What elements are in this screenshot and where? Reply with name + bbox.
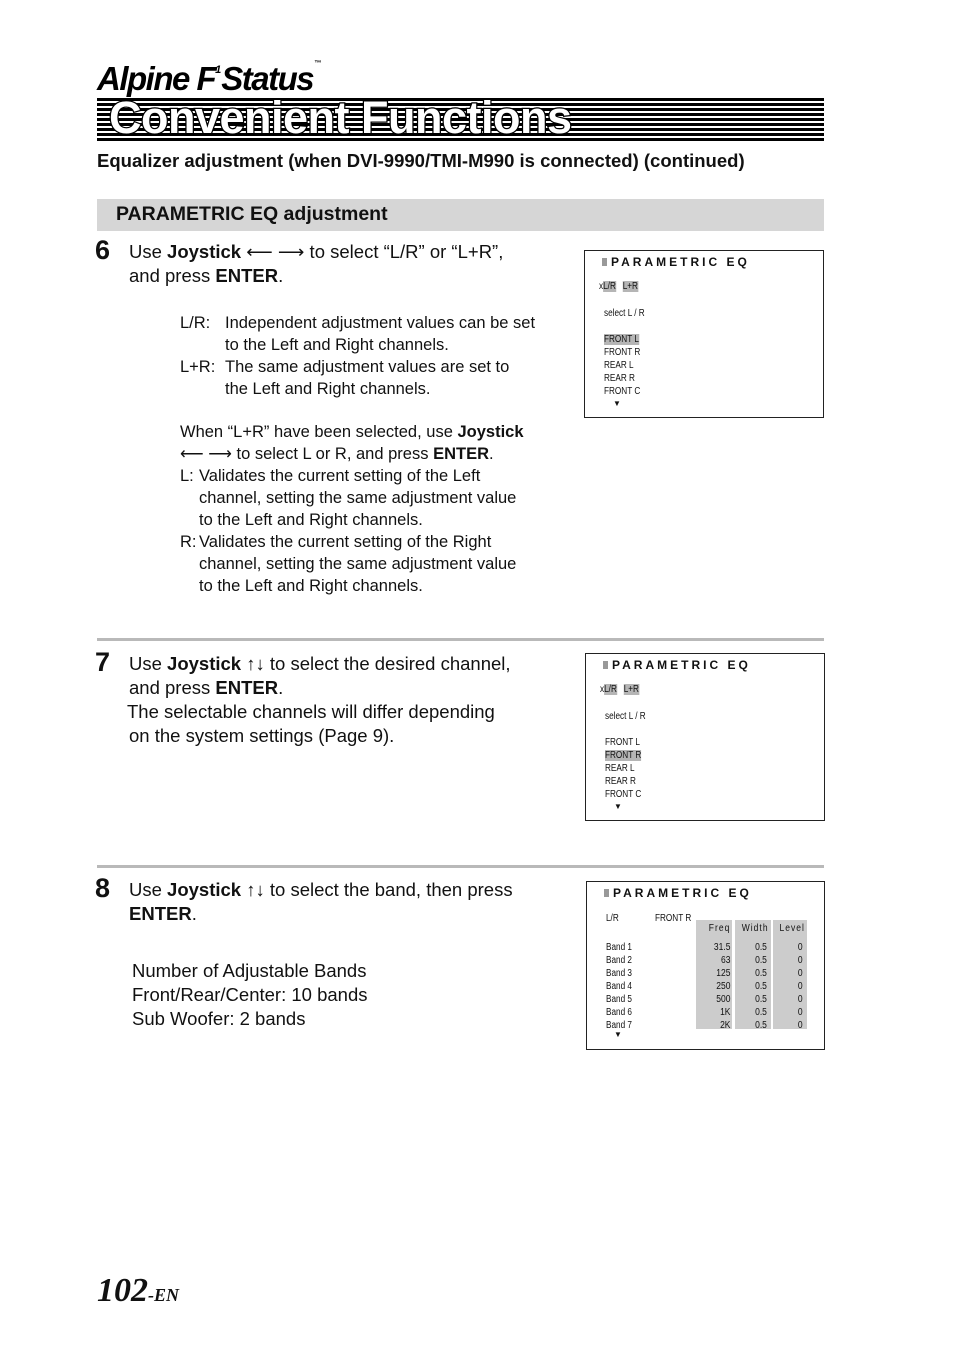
lcd-screen-channel-select: [585, 653, 825, 821]
more-down-icon: ▼: [614, 802, 622, 811]
level-values: 0 0 0 0 0 0 0: [798, 942, 803, 1031]
band-label: Band 1: [606, 942, 632, 953]
step6-notes: L/R: Independent adjustment values can be set to the Left and Right channels. L+R: The same adjustment values are set to the Left and Right channels.: [180, 314, 536, 398]
lcd-screen-band-table: [586, 881, 825, 1050]
left-right-arrows-icon: ⟵ ⟶: [246, 241, 305, 262]
channel-item: FRONT L: [605, 737, 640, 748]
page-title: Convenient Functions: [109, 92, 572, 143]
band-count-info: Number of Adjustable Bands Front/Rear/Center: 10 bands Sub Woofer: 2 bands: [132, 960, 368, 1029]
select-lr-label: select L / R: [604, 308, 645, 319]
band-label: Band 6: [606, 1007, 632, 1018]
channel-list: [605, 736, 641, 801]
square-icon: [604, 889, 609, 897]
up-down-arrows-icon: ↑↓: [246, 879, 265, 900]
lr-mode-label: L/R: [606, 913, 619, 924]
lr-toggle: xL/R L+R: [600, 684, 639, 695]
up-down-arrows-icon: ↑↓: [246, 653, 265, 674]
band-label: Band 2: [606, 955, 632, 966]
divider: [97, 865, 824, 868]
band-label: Band 7: [606, 1020, 632, 1031]
step-number-8: 8: [95, 873, 111, 903]
channel-item: REAR L: [604, 360, 634, 371]
band-label: Band 4: [606, 981, 632, 992]
channel-item: FRONT C: [604, 386, 641, 397]
page-title-band: [97, 92, 824, 143]
square-icon: [602, 258, 607, 266]
square-icon: [603, 661, 608, 669]
section-bar: [97, 199, 824, 231]
screen-header: PARAMETRIC EQ: [602, 255, 750, 269]
band-list: [606, 941, 632, 1032]
lr-toggle: xL/R L+R: [599, 281, 638, 292]
more-down-icon: ▼: [614, 1030, 622, 1039]
channel-item: REAR L: [605, 763, 635, 774]
band-label: Band 3: [606, 968, 632, 979]
section-title: PARAMETRIC EQ adjustment: [116, 203, 388, 225]
subtitle: Equalizer adjustment (when DVI-9990/TMI-M990 is connected) (continued): [97, 150, 745, 171]
step7-instruction: Use Joystick ↑↓ to select the desired channel, and press ENTER. The selectable channels will differ depending on the system settings (Page 9).: [127, 653, 511, 746]
channel-item: FRONT R: [605, 750, 642, 761]
select-lr-label: select L / R: [605, 711, 646, 722]
level-column: Level 0 0 0 0 0 0 0: [773, 920, 807, 1029]
width-column: Width 0.5 0.5 0.5 0.5 0.5 0.5 0.5: [735, 920, 771, 1029]
channel-list: [604, 333, 640, 398]
brand-logo: Alpine $F^1Status™$: [97, 60, 322, 97]
step6-lr-notes: When “L+R” have been selected, use Joystick ⟵ ⟶ to select L or R, and press ENTER. L: Validates the current setting of the Left channel, setting the same adjustment value to the Left and Right channels. R: Validates the current setting of the Right channel, setting the same adjustment value to the Left and Right channels.: [180, 423, 524, 595]
freq-values: 31.5 63 125 250 500 1K 2K: [713, 942, 730, 1031]
step-number-6: 6: [95, 235, 111, 265]
more-down-icon: ▼: [613, 399, 621, 408]
width-values: 0.5 0.5 0.5 0.5 0.5 0.5 0.5: [755, 942, 767, 1031]
step-number-7: 7: [95, 647, 111, 677]
divider: [97, 638, 824, 641]
channel-item: REAR R: [604, 373, 635, 384]
channel-item: REAR R: [605, 776, 636, 787]
lcd-screen-channel-lr: [584, 250, 824, 418]
screen-header: PARAMETRIC EQ: [604, 886, 752, 900]
step8-instruction: Use Joystick ↑↓ to select the band, then press ENTER.: [129, 879, 513, 924]
step6-instruction: Use Joystick ⟵ ⟶ to select “L/R” or “L+R”, and press ENTER.: [129, 241, 504, 286]
screen-header: PARAMETRIC EQ: [603, 658, 751, 672]
channel-item: FRONT R: [604, 347, 641, 358]
channel-item: FRONT C: [605, 789, 642, 800]
band-label: Band 5: [606, 994, 632, 1005]
channel-item: FRONT L: [604, 334, 639, 345]
freq-column: Freq 31.5 63 125 250 500 1K 2K: [696, 920, 732, 1029]
channel-label: FRONT R: [655, 913, 692, 924]
left-right-arrows-icon: ⟵ ⟶: [180, 445, 232, 463]
page-number: 102-EN: [97, 1272, 179, 1309]
